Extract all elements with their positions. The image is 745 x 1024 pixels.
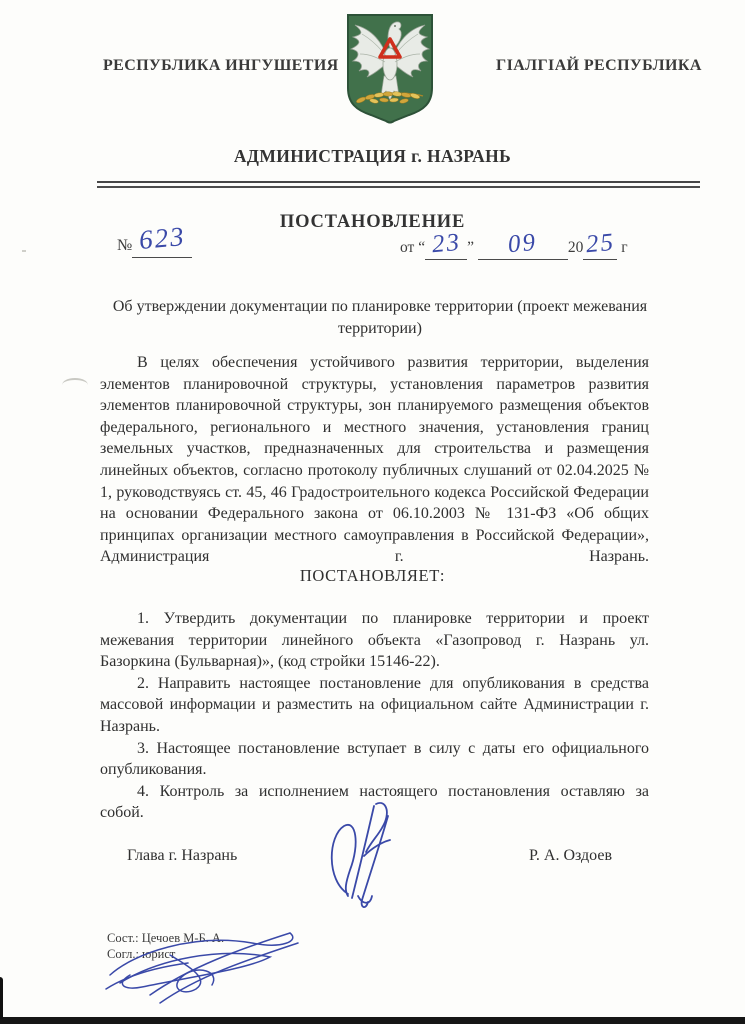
document-number xyxy=(117,221,192,258)
date-from-label: от “ xyxy=(400,239,426,256)
number-blank-line xyxy=(132,221,192,258)
scan-artifact-dot xyxy=(22,250,26,252)
resolution-item-2: 2. Направить настоящее постановление для опубликования в средства массовой информации и разместить на официальном сайте Администрации г. Назрань. xyxy=(100,674,649,735)
coat-of-arms-svg xyxy=(344,12,436,126)
coat-of-arms-icon xyxy=(344,12,436,126)
document-date xyxy=(400,228,628,260)
organization-title: АДМИНИСТРАЦИЯ г. НАЗРАНЬ xyxy=(233,146,512,166)
date-close-quote: ” xyxy=(467,239,474,256)
date-year-line xyxy=(583,228,617,260)
composer-note: Сост.: Цечоев М-Б. А. xyxy=(107,931,225,945)
preamble-paragraph: В целях обеспечения устойчивого развития территории, выделения элементов планировочной структуры, установления параметров развития элементов планировочной структуры, зон планируемого размещения объектов федерального, регионального и местного значения, установления границ земельных участков, предназначенных для строительства и размещения линейных объектов, согласно протоколу публичных слушаний от 02.04.2025 № 1, руководствуясь ст. 45, 46 Градостроительного кодекса Российской Федерации на основании Федерального закона от 06.10.2003 № 131-ФЗ «Об общих принципах организации местного самоуправления в Российской Федерации», Администрация г. Назрань. xyxy=(100,354,649,566)
handwritten-day: 23 xyxy=(430,228,462,259)
handwritten-year: 25 xyxy=(584,228,616,259)
handwritten-month: 09 xyxy=(507,228,539,259)
resolution-item-1: 1. Утвердить документации по планировке территории и проект межевания территории линейного объекта «Газопровод г. Назрань ул. Базоркина (Бульварная)», (код стройки 15146-22). xyxy=(100,610,649,671)
number-sign: № xyxy=(117,237,133,254)
scan-edge-bottom xyxy=(0,1017,745,1024)
date-year-prefix: 20 xyxy=(567,239,584,256)
date-month-line xyxy=(478,228,568,260)
resolution-item-3: 3. Настоящее постановление вступает в силу с даты его официального опубликования. xyxy=(100,739,649,779)
date-year-suffix: г xyxy=(621,239,628,256)
handwritten-number: 623 xyxy=(137,221,187,255)
document-title: Об утверждении документации по планировке территории (проект межевания территории) xyxy=(112,298,648,337)
resolution-item-4: 4. Контроль за исполнением настоящего постановления оставляю за собой. xyxy=(100,782,649,822)
approver-signature xyxy=(98,915,328,1017)
resolves-heading: ПОСТАНОВЛЯЕТ: xyxy=(299,566,446,585)
signer-position: Глава г. Назрань xyxy=(127,847,238,864)
document-type-heading: ПОСТАНОВЛЕНИЕ xyxy=(279,212,466,232)
header-divider xyxy=(97,181,700,188)
date-day-line xyxy=(425,228,467,260)
head-signature-svg xyxy=(318,798,430,912)
republic-title-russian: РЕСПУБЛИКА ИНГУШЕТИЯ xyxy=(103,57,339,74)
approver-signature-svg xyxy=(98,915,328,1017)
scan-artifact-dash xyxy=(62,378,88,385)
head-signature xyxy=(318,798,430,912)
resolution-items xyxy=(100,608,649,824)
scan-edge-left xyxy=(0,977,3,1019)
republic-title-ingush: ГIАЛГIАЙ РЕСПУБЛИКА xyxy=(496,57,702,74)
approver-note: Согл.: юрист xyxy=(107,947,176,961)
signer-name: Р. А. Оздоев xyxy=(529,847,613,864)
